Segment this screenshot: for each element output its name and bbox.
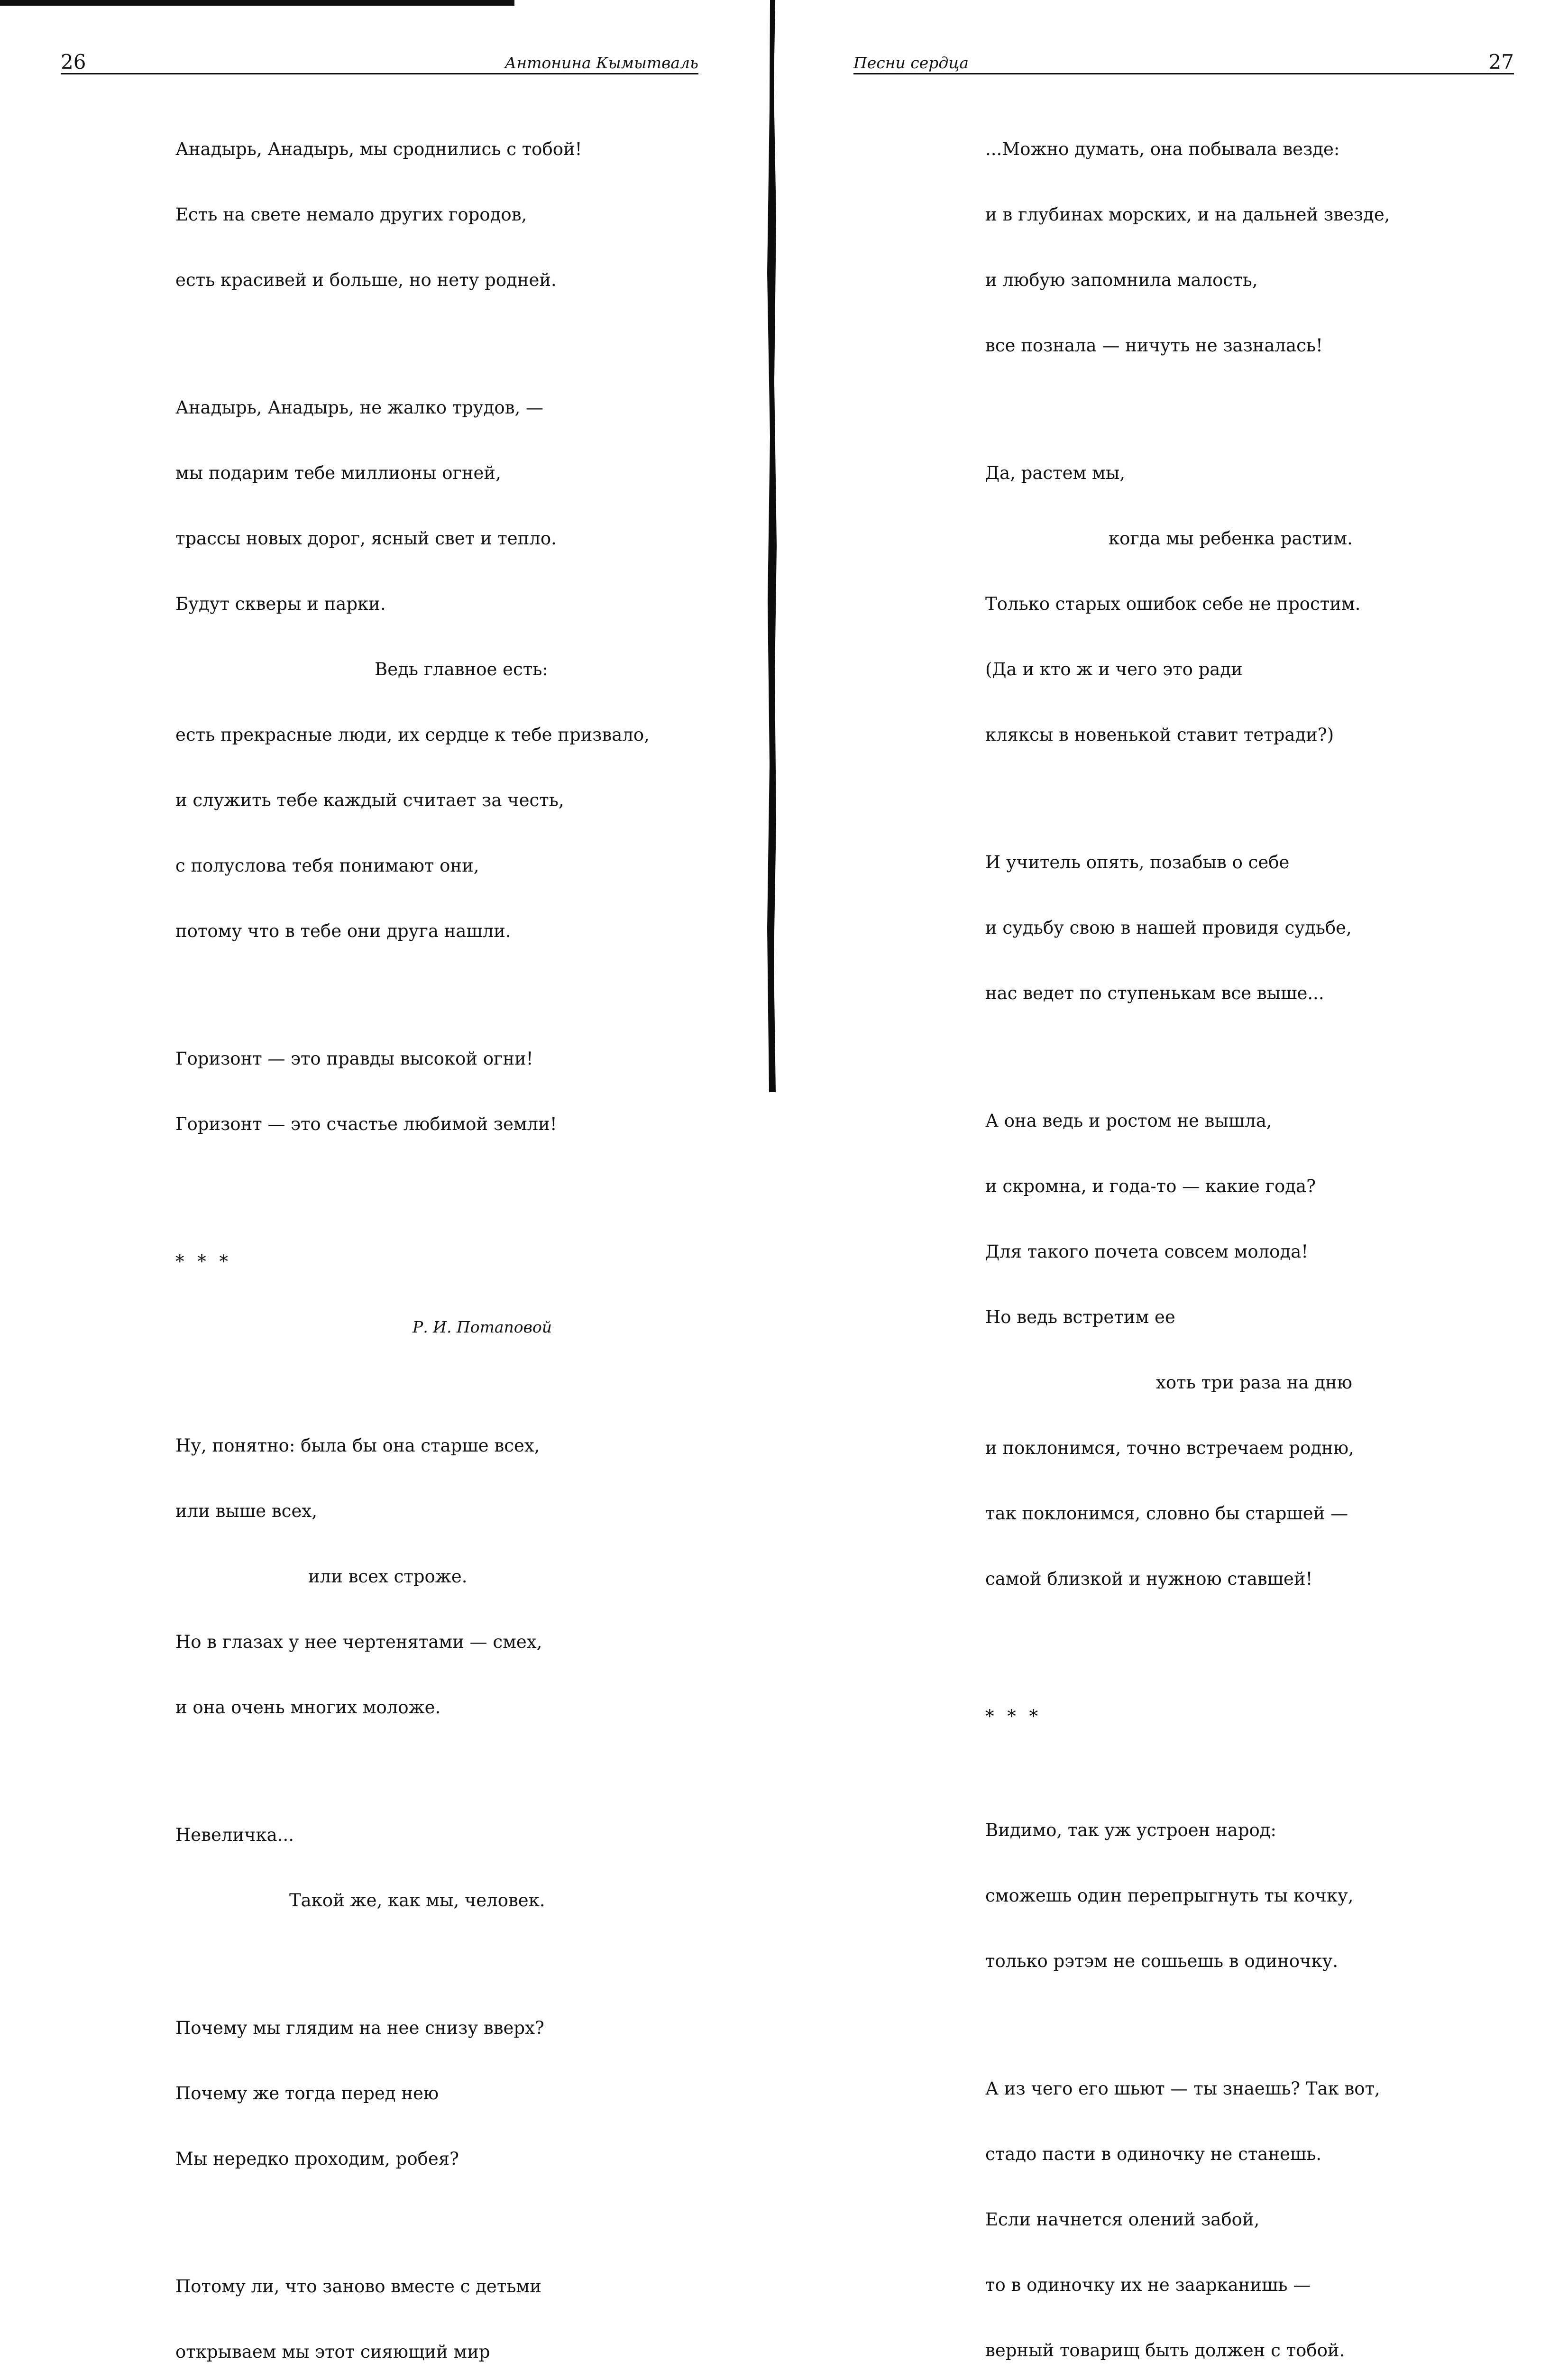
poem-line: Только старых ошибок себе не простим.: [985, 594, 1361, 614]
poem-line: и служить тебе каждый считает за честь,: [175, 790, 564, 810]
poem-line: и любую запомнила малость,: [985, 270, 1258, 290]
book-gutter: [767, 0, 777, 1092]
poem-line: и скромна, и года-то — какие года?: [985, 1176, 1316, 1196]
poem-line: Для такого почета совсем молода!: [985, 1241, 1309, 1262]
poem-line: Мы нередко проходим, робея?: [175, 2149, 459, 2169]
poem-line: И учитель опять, позабыв о себе: [985, 852, 1290, 873]
poem-line: с полуслова тебя понимают они,: [175, 855, 479, 876]
poem-line: кляксы в новенькой ставит тетради?): [985, 725, 1334, 745]
poem-line: Есть на свете немало других городов,: [175, 204, 527, 225]
poem-line: Но в глазах у нее чертенятами — смех,: [175, 1632, 542, 1652]
page-number-right: 27: [1488, 50, 1514, 74]
poem-line: А она ведь и ростом не вышла,: [985, 1111, 1272, 1131]
poem-line: стадо пасти в одиночку не станешь.: [985, 2144, 1322, 2164]
running-head-author: Антонина Кымытваль: [504, 54, 698, 72]
section-separator: * * *: [175, 1251, 232, 1272]
page-number-left: 26: [61, 50, 86, 74]
poem-line: верный товарищ быть должен с тобой.: [985, 2340, 1345, 2361]
left-page: [0, 0, 759, 2362]
poem-line: Видимо, так уж устроен народ:: [985, 1820, 1277, 1840]
poem-line: и в глубинах морских, и на дальней звезде,: [985, 204, 1390, 225]
poem-line: Ведь главное есть:: [375, 659, 548, 680]
poem-line: ...Можно думать, она побывала везде:: [985, 139, 1340, 159]
poem-line: есть красивей и больше, но нету родней.: [175, 270, 557, 290]
poem-line: Ну, понятно: была бы она старше всех,: [175, 1435, 540, 1456]
poem-line: только рэтэм не сошьешь в одиночку.: [985, 1951, 1339, 1971]
poem-line: Почему мы глядим на нее снизу вверх?: [175, 2018, 544, 2038]
poem-line: хоть три раза на дню: [1156, 1372, 1352, 1393]
poem-line: А из чего его шьют — ты знаешь? Так вот,: [985, 2078, 1380, 2099]
poem-line: все познала — ничуть не зазналась!: [985, 335, 1323, 356]
poem-line: Если начнется олений забой,: [985, 2209, 1260, 2230]
poem-line: когда мы ребенка растим.: [1109, 528, 1353, 549]
right-page: [787, 0, 1568, 2361]
poem-line: мы подарим тебе миллионы огней,: [175, 463, 501, 483]
poem-line: и она очень многих моложе.: [175, 1697, 441, 1718]
poem-line: трассы новых дорог, ясный свет и тепло.: [175, 528, 557, 549]
right-page-header: [853, 48, 1514, 74]
poem-line: или выше всех,: [175, 1501, 317, 1521]
poem-line: есть прекрасные люди, их сердце к тебе призвало,: [175, 725, 650, 745]
poem-line: или всех строже.: [308, 1566, 468, 1587]
right-page-text: [985, 95, 1390, 2371]
poem-line: и поклонимся, точно встречаем родню,: [985, 1438, 1354, 1458]
dedication: Р. И. Потаповой: [413, 1318, 552, 1336]
poem-line: Но ведь встретим ее: [985, 1307, 1175, 1327]
poem-line: Горизонт — это правды высокой огни!: [175, 1048, 533, 1069]
poem-line: Невеличка...: [175, 1825, 294, 1845]
poem-line: и судьбу свою в нашей провидя судьбе,: [985, 918, 1352, 938]
poem-line: так поклонимся, словно бы старшей —: [985, 1503, 1348, 1524]
poem-line: Будут скверы и парки.: [175, 594, 386, 614]
poem-line: Такой же, как мы, человек.: [289, 1890, 545, 1911]
left-page-header: [61, 48, 698, 74]
poem-line: сможешь один перепрыгнуть ты кочку,: [985, 1885, 1354, 1906]
poem-line: Да, растем мы,: [985, 463, 1126, 483]
poem-line: Почему же тогда перед нею: [175, 2083, 439, 2104]
poem-line: то в одиночку их не заарканишь —: [985, 2275, 1311, 2295]
poem-line: Анадырь, Анадырь, мы сроднились с тобой!: [175, 139, 582, 159]
poem-line: потому что в тебе они друга нашли.: [175, 921, 511, 941]
poem-line: самой близкой и нужною ставшей!: [985, 1569, 1313, 1589]
poem-line: (Да и кто ж и чего это ради: [985, 659, 1243, 680]
poem-line: Горизонт — это счастье любимой земли!: [175, 1114, 557, 1134]
left-page-text: [175, 95, 650, 2371]
poem-line: нас ведет по ступенькам все выше...: [985, 983, 1324, 1003]
poem-line: открываем мы этот сияющий мир: [175, 2342, 490, 2362]
poem-line: Анадырь, Анадырь, не жалко трудов, —: [175, 397, 544, 418]
section-separator: * * *: [985, 1706, 1042, 1727]
running-head-title: Песни сердца: [853, 54, 969, 72]
poem-line: Потому ли, что заново вместе с детьми: [175, 2276, 541, 2297]
